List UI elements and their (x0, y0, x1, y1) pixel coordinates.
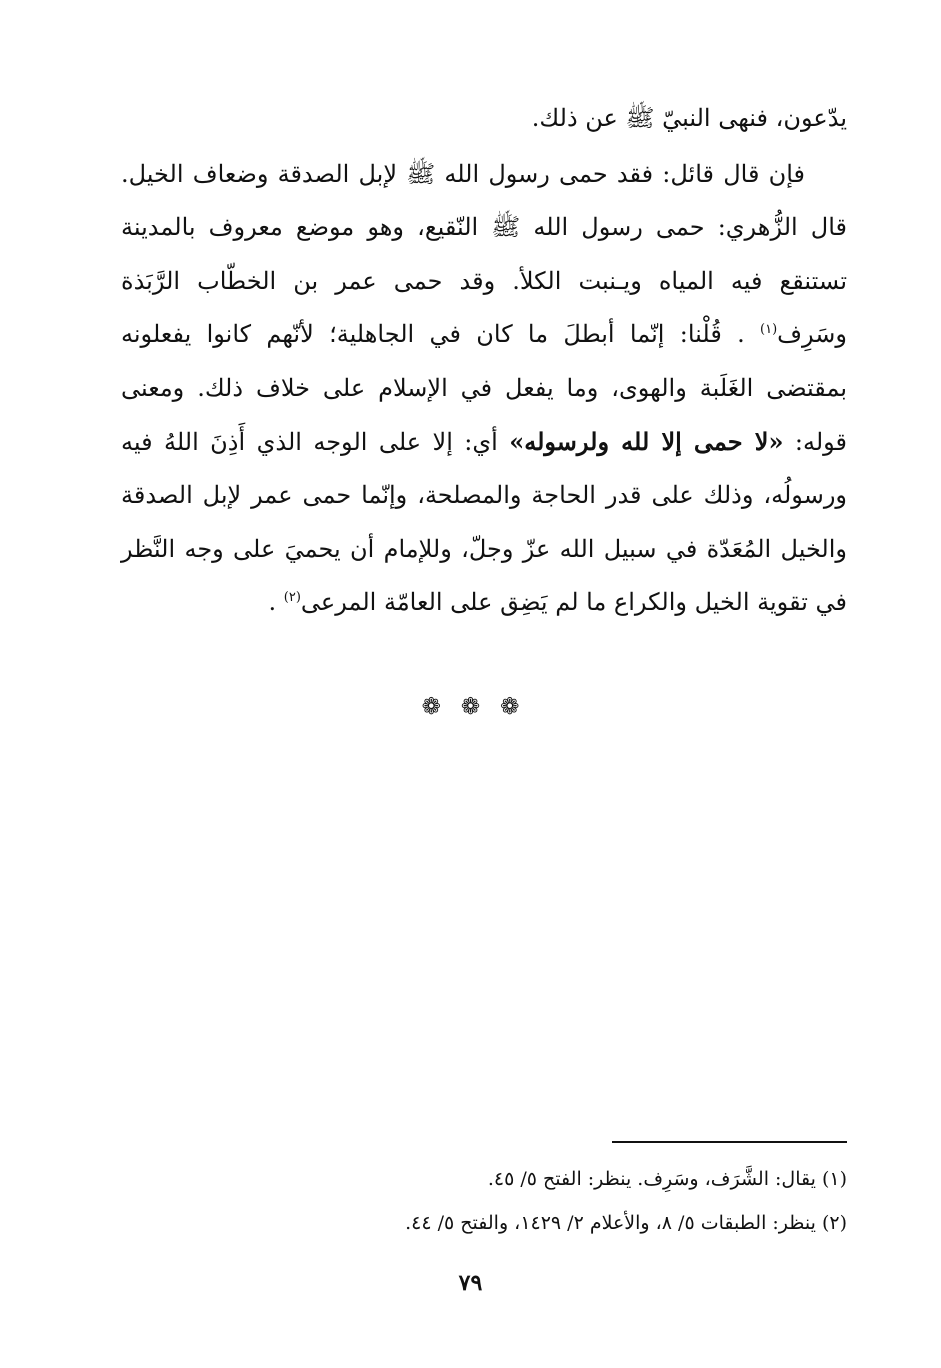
paragraph-part-2: . قُلْنا: إنّما أبطلَ ما كان في الجاهلية؛ لأنّهم كانوا يفعلونه بمقتضى الغَلَبة والهوى، وما يفعل في الإسلام على خلاف ذلك. ومعنى قوله: (121, 320, 848, 457)
hadith-quote: «لا حمى إلا لله ولرسوله» (509, 427, 784, 457)
continuation-line: يدّعون، فنهى النبيّ ﷺ عن ذلك. (531, 104, 847, 132)
paragraph-part-3: أي: إلا على الوجه الذي أَذِنَ اللهُ فيه ورسولُه، وذلك على قدر الحاجة والمصلحة، وإنّما حمى عمر لإبل الصدقة والخيل المُعَدّة في سبيل الله عزّ وجلّ، وللإمام أن يحميَ على وجه النَّظر في تقوية الخيل والكراع ما لم يَضِق على العامّة المرعى (121, 428, 847, 617)
footnotes (121, 1157, 847, 1245)
ornament-flower-icon: ❁ (460, 694, 481, 720)
footnote-ref-2[interactable]: (٢) (283, 590, 301, 606)
footnote-separator (612, 1141, 847, 1143)
footnote-ref-1[interactable]: (١) (760, 322, 778, 338)
paragraph-part-1: فإن قال قائل: فقد حمى رسول الله ﷺ لإبل الصدقة وضعاف الخيل. قال الزُّهري: حمى رسول الله ﷺ النّقيع، وهو موضع معروف بالمدينة تستنقع فيه المياه ويـنبت الكلأ. وقد حمى عمر بن الخطّاب الرَّبَذة وسَرِف (121, 160, 847, 349)
section-divider (0, 694, 941, 720)
footnote-1: (١) يقال: الشَّرَف، وسَرِف. ينظر: الفتح ٥/ ٤٥. (487, 1168, 847, 1190)
paragraph-part-4: . (268, 588, 284, 617)
paragraph-text (121, 148, 847, 630)
main-paragraph (121, 148, 847, 630)
ornament-flower-icon: ❁ (421, 694, 441, 720)
ornament-flower-icon: ❁ (500, 694, 520, 720)
page-number: ٧٩ (458, 1270, 483, 1296)
footnote-2: (٢) ينظر: الطبقات ٥/ ٨، والأعلام ٢/ ١٤٢٩، والفتح ٥/ ٤٤. (405, 1212, 847, 1234)
